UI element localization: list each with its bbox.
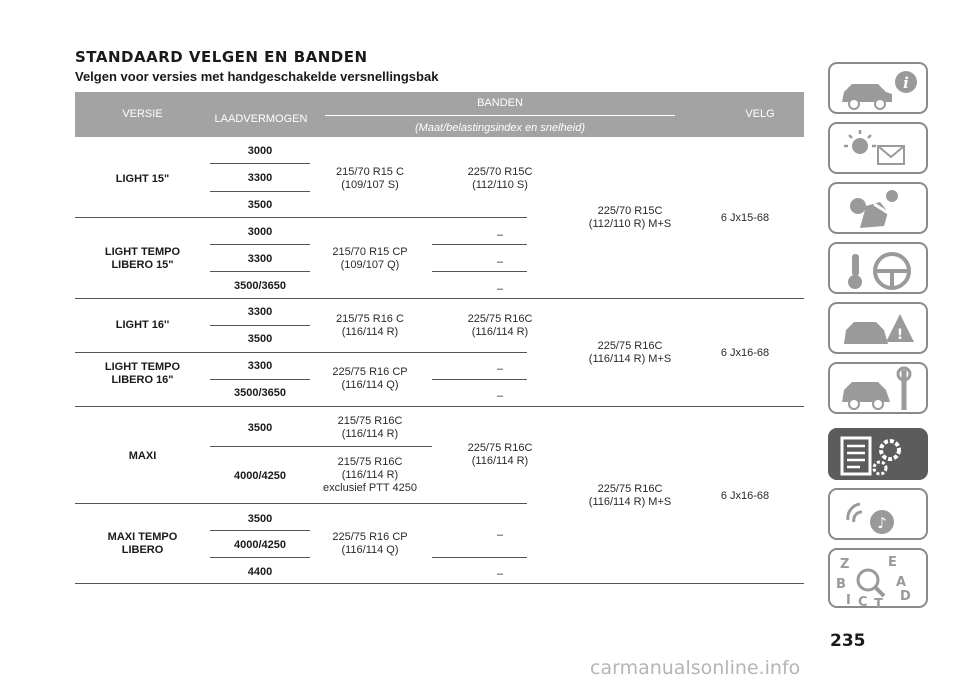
page-number: 235	[830, 631, 866, 651]
versie-maxi: MAXI	[128, 450, 157, 462]
tyre-size: 215/75 R16C (116/114 R) exclusief PTT 4250	[323, 456, 417, 494]
section-divider	[75, 406, 804, 407]
row-divider	[210, 530, 310, 531]
load-value: 3000	[247, 226, 273, 238]
svg-text:E: E	[888, 555, 897, 570]
header-banden-sub: (Maat/belastingsindex en snelheid)	[415, 122, 585, 134]
tyre-none: –	[496, 363, 504, 375]
tyre-none: –	[496, 529, 504, 541]
tyre-size: 215/75 R16 C (116/114 R)	[336, 313, 404, 338]
tyre-ms: 225/75 R16C (116/114 R) M+S	[588, 483, 672, 508]
load-value: 3500/3650	[234, 387, 286, 399]
svg-text:B: B	[836, 577, 846, 592]
group-divider	[75, 352, 527, 353]
tyre-size: 225/70 R15C (112/110 S)	[467, 166, 533, 191]
tyre-size: 215/70 R15 CP (109/107 Q)	[332, 246, 408, 271]
watermark: carmanualsonline.info	[590, 657, 801, 679]
tyre-none: –	[496, 283, 504, 295]
tyre-none: –	[496, 229, 504, 241]
key-steering-icon	[830, 244, 930, 296]
row-divider	[432, 557, 527, 558]
tyre-none: –	[496, 256, 504, 268]
svg-text:♪: ♪	[877, 514, 887, 532]
tab-car-info[interactable]	[828, 62, 928, 114]
tab-warning-lights[interactable]	[828, 122, 928, 174]
breakdown-icon	[830, 304, 930, 356]
load-value: 3500	[247, 422, 273, 434]
load-value: 3500	[247, 199, 273, 211]
load-value: 3500/3650	[234, 280, 286, 292]
row-divider	[432, 271, 527, 272]
airbag-seat-icon	[830, 184, 930, 236]
car-maintenance-icon	[830, 364, 930, 416]
row-divider	[432, 244, 527, 245]
tyre-ms: 225/75 R16C (116/114 R) M+S	[588, 340, 672, 365]
tyre-size: 225/75 R16C (116/114 R)	[467, 442, 533, 467]
tyre-size: 225/75 R16 CP (116/114 Q)	[332, 366, 408, 391]
tyre-size: 225/75 R16C (116/114 R)	[467, 313, 533, 338]
tyre-ms: 225/70 R15C (112/110 R) M+S	[588, 205, 672, 230]
row-divider	[210, 244, 310, 245]
svg-text:Z: Z	[840, 557, 850, 572]
row-divider	[210, 379, 310, 380]
svg-text:T: T	[874, 597, 883, 610]
svg-text:!: !	[896, 327, 904, 343]
header-divider	[325, 115, 675, 116]
row-divider	[210, 271, 310, 272]
row-divider	[210, 557, 310, 558]
svg-text:C: C	[858, 595, 868, 610]
load-value: 3000	[247, 145, 273, 157]
tyre-size: 215/70 R15 C (109/107 S)	[336, 166, 404, 191]
row-divider	[210, 191, 310, 192]
group-divider	[75, 503, 527, 504]
row-divider	[432, 379, 527, 380]
section-divider	[75, 298, 804, 299]
tyre-size: 225/75 R16 CP (116/114 Q)	[332, 531, 408, 556]
load-value: 3300	[247, 306, 273, 318]
versie-light-tempo-libero-15: LIGHT TEMPO LIBERO 15"	[104, 246, 181, 271]
row-divider	[210, 163, 310, 164]
tab-key-steering[interactable]	[828, 242, 928, 294]
header-banden: BANDEN	[477, 97, 523, 109]
tyre-none: –	[496, 568, 504, 580]
load-value: 3300	[247, 360, 273, 372]
load-value: 3500	[247, 333, 273, 345]
car-info-icon	[830, 64, 930, 116]
page-subtitle: Velgen voor versies met handgeschakelde versnellingsbak	[75, 69, 439, 84]
svg-text:D: D	[900, 589, 911, 604]
tab-alphabetical-index[interactable]	[828, 548, 928, 608]
load-value: 3300	[247, 253, 273, 265]
page-title: STANDAARD VELGEN EN BANDEN	[75, 48, 368, 66]
row-divider	[210, 325, 310, 326]
multimedia-icon	[830, 490, 930, 542]
velg-size: 6 Jx16-68	[720, 347, 770, 359]
versie-light-15: LIGHT 15"	[115, 173, 170, 185]
group-divider	[75, 217, 527, 218]
tab-airbag-seat[interactable]	[828, 182, 928, 234]
row-divider	[210, 446, 432, 447]
tab-multimedia[interactable]	[828, 488, 928, 540]
versie-maxi-tempo-libero: MAXI TEMPO LIBERO	[107, 531, 178, 556]
svg-text:A: A	[896, 575, 907, 590]
load-value: 4000/4250	[234, 470, 286, 482]
tab-breakdown[interactable]	[828, 302, 928, 354]
table-header	[75, 92, 804, 137]
load-value: 3500	[247, 513, 273, 525]
tyre-size: 215/75 R16C (116/114 R)	[337, 415, 403, 440]
load-value: 3300	[247, 172, 273, 184]
header-velg: VELG	[745, 108, 775, 120]
tab-car-maintenance[interactable]	[828, 362, 928, 414]
table-bottom-rule	[75, 583, 804, 584]
velg-size: 6 Jx16-68	[720, 490, 770, 502]
header-laadvermogen: LAADVERMOGEN	[214, 113, 308, 125]
velg-size: 6 Jx15-68	[720, 212, 770, 224]
load-value: 4000/4250	[234, 539, 286, 551]
versie-light-16: LIGHT 16''	[115, 319, 170, 331]
tab-technical-data[interactable]	[828, 428, 928, 480]
load-value: 4400	[247, 566, 273, 578]
header-versie: VERSIE	[122, 108, 163, 120]
technical-data-icon	[830, 430, 930, 482]
svg-text:I: I	[846, 593, 851, 608]
versie-light-tempo-libero-16: LIGHT TEMPO LIBERO 16"	[104, 361, 181, 386]
alphabetical-index-icon	[830, 550, 930, 610]
tyre-none: –	[496, 390, 504, 402]
warning-lights-icon	[830, 124, 930, 176]
svg-text:i: i	[903, 74, 909, 92]
